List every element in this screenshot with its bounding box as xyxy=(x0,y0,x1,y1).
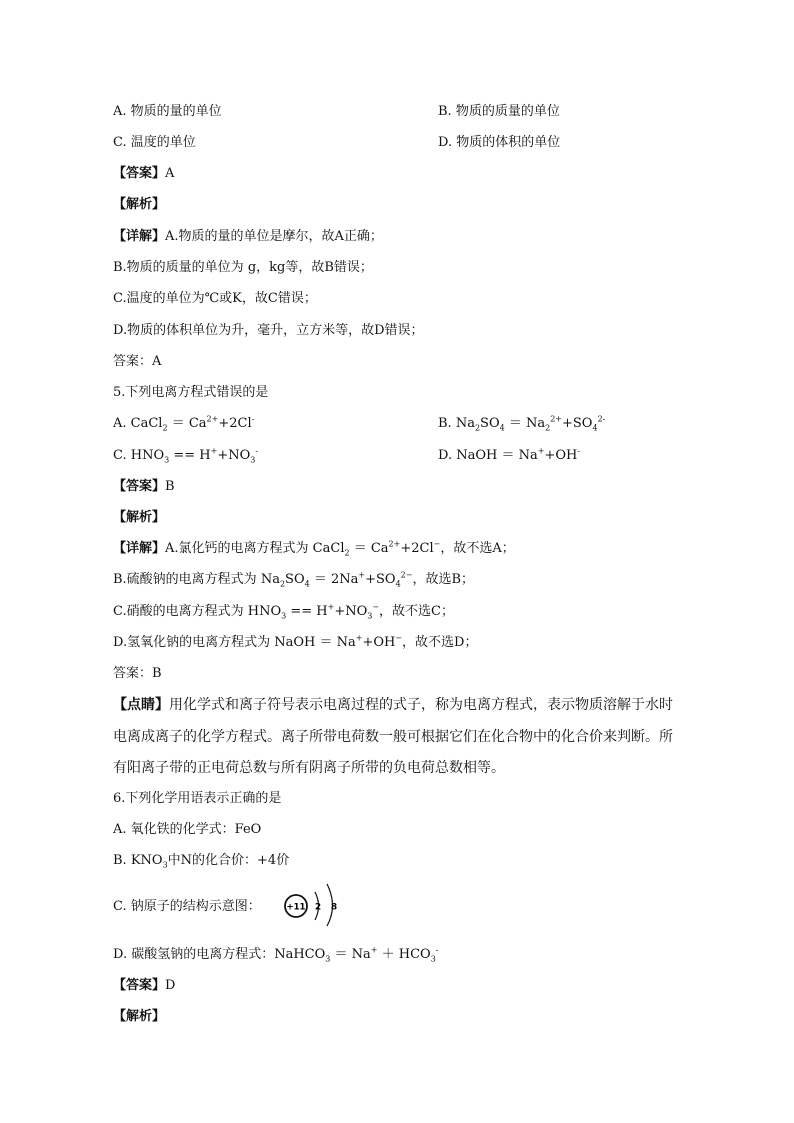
sub: 4 xyxy=(499,423,505,433)
sup: + xyxy=(210,446,218,456)
sub: 4 xyxy=(592,423,598,433)
q5-note-line-3: 有阳离子带的正电荷总数与所有阴离子所带的负电荷总数相等。 xyxy=(113,760,505,776)
q4-final-answer: 答案：A xyxy=(113,354,162,369)
q4-option-b: B. 物质的质量的单位 xyxy=(438,104,560,119)
text: +OH xyxy=(544,448,578,463)
sub: 3 xyxy=(430,954,436,964)
sub: 4 xyxy=(304,579,310,589)
q5-detail-b xyxy=(113,571,474,589)
answer-value: A xyxy=(165,166,175,181)
q5-option-a xyxy=(113,415,254,433)
nucleus-charge: +11 xyxy=(286,902,306,913)
sub: 3 xyxy=(281,611,287,621)
answer-value: D xyxy=(165,978,176,993)
sup: + xyxy=(355,633,363,643)
text: +OH xyxy=(362,635,396,650)
text: SO xyxy=(480,416,500,431)
sub: 2 xyxy=(545,423,551,433)
text: D.氢氧化钠的电离方程式为 NaOH ＝ Na xyxy=(113,635,356,650)
sup: 2- xyxy=(597,414,606,424)
text: ，故不选C； xyxy=(379,604,454,619)
q4-option-c: C. 温度的单位 xyxy=(113,135,196,150)
text: +2Cl xyxy=(400,541,434,556)
q4-answer xyxy=(113,165,174,183)
text: D. NaOH ＝ Na xyxy=(438,448,538,463)
text: == H xyxy=(286,604,328,619)
q6-option-a: A. 氧化铁的化学式：FeO xyxy=(113,822,262,837)
q5-detail-c xyxy=(113,603,454,621)
sub: 2 xyxy=(344,548,350,558)
text: C.硝酸的电离方程式为 HNO xyxy=(113,604,282,619)
sup: − xyxy=(433,539,441,549)
text: B.硫酸钠的电离方程式为 Na xyxy=(113,572,280,587)
text: ＝ 2Na xyxy=(309,572,359,587)
text: 用化学式和离子符号表示电离过程的式子，称为电离方程式，表示物质溶解于水时 xyxy=(169,697,673,713)
q6-option-d xyxy=(113,946,439,964)
sup: - xyxy=(255,446,259,456)
detail-label: 【详解】 xyxy=(113,541,166,556)
answer-value: B xyxy=(165,479,175,494)
answer-label: 【答案】 xyxy=(113,166,166,181)
q5-option-c xyxy=(113,447,258,465)
text: D. 碳酸氢钠的电离方程式：NaHCO xyxy=(113,947,326,962)
sub: 3 xyxy=(164,455,170,465)
answer-label: 【答案】 xyxy=(113,479,166,494)
text: ，故选B； xyxy=(412,572,475,587)
text: +NO xyxy=(217,448,251,463)
text: ＝ Ca xyxy=(167,416,207,431)
sup: + xyxy=(358,570,366,580)
text: A. CaCl xyxy=(113,416,163,431)
q5-option-d xyxy=(438,447,580,465)
sub: 2 xyxy=(279,579,286,589)
text: B. KNO xyxy=(113,853,163,868)
sup: - xyxy=(577,446,581,456)
q5-stem: 5.下列电离方程式错误的是 xyxy=(113,385,269,400)
q4-detail-c: C.温度的单位为℃或K，故C错误； xyxy=(113,291,317,306)
sup: + xyxy=(537,446,545,456)
sodium-atom-diagram xyxy=(282,882,342,928)
text: ＋ HCO xyxy=(377,947,431,962)
q6-analysis-label: 【解析】 xyxy=(113,1009,166,1024)
sup: - xyxy=(435,945,439,955)
sup: + xyxy=(327,602,335,612)
sub: 4 xyxy=(395,579,401,589)
answer-label: 【答案】 xyxy=(113,978,166,993)
sup: 2+ xyxy=(550,414,562,424)
q6-option-b xyxy=(113,852,289,870)
text: A.氯化钙的电离方程式为 CaCl xyxy=(165,541,345,556)
shell-2-count: 8 xyxy=(330,902,338,913)
text: ，故不选A； xyxy=(440,541,515,556)
text: 中N的化合价：+4价 xyxy=(167,853,290,868)
sup: − xyxy=(395,633,403,643)
text: +SO xyxy=(562,416,593,431)
sup: − xyxy=(372,602,380,612)
shell-1-count: 2 xyxy=(314,902,322,913)
sup: 2− xyxy=(400,570,413,580)
q4-option-a: A. 物质的量的单位 xyxy=(113,104,222,119)
detail-text: A.物质的量的单位是摩尔，故A正确； xyxy=(165,229,383,244)
q6-stem: 6.下列化学用语表示正确的是 xyxy=(113,791,282,806)
text: SO xyxy=(285,572,305,587)
sub: 2 xyxy=(474,423,481,433)
text: == H xyxy=(169,448,211,463)
sup: + xyxy=(370,945,378,955)
text: ＝ Ca xyxy=(349,541,389,556)
sup: - xyxy=(251,414,255,424)
q4-analysis-label: 【解析】 xyxy=(113,197,166,212)
q4-detail-b: B.物质的质量的单位为 g，kg等，故B错误； xyxy=(113,260,373,275)
text: C. HNO xyxy=(113,448,165,463)
q4-option-d: D. 物质的体积的单位 xyxy=(438,135,561,150)
q6-answer xyxy=(113,977,175,995)
q4-detail-d: D.物质的体积单位为升，毫升，立方米等，故D错误； xyxy=(113,323,424,338)
q5-detail-d xyxy=(113,634,477,652)
q5-note-line-2: 电离成离子的化学方程式。离子所带电荷数一般可根据它们在化合物中的化合价来判断。所 xyxy=(113,729,673,745)
sup: 2+ xyxy=(388,539,401,549)
text: +SO xyxy=(365,572,396,587)
text: ，故不选D； xyxy=(402,635,478,650)
sub: 3 xyxy=(367,611,373,621)
note-label: 【点睛】 xyxy=(113,697,169,713)
text: +2Cl xyxy=(218,416,252,431)
q6-option-c: C. 钠原子的结构示意图： xyxy=(113,899,261,914)
q5-option-b xyxy=(438,415,605,433)
q5-detail-a xyxy=(113,540,515,558)
detail-label: 【详解】 xyxy=(113,229,166,244)
q4-detail-a xyxy=(113,228,383,246)
sub: 2 xyxy=(162,423,168,433)
q5-answer xyxy=(113,478,175,496)
sup: 2+ xyxy=(206,414,219,424)
text: ＝ Na xyxy=(504,416,546,431)
sub: 3 xyxy=(250,455,256,465)
sub: 3 xyxy=(162,860,168,870)
q5-note-line-1 xyxy=(113,696,673,714)
q5-analysis-label: 【解析】 xyxy=(113,510,166,525)
text: ＝ Na xyxy=(330,947,371,962)
sub: 3 xyxy=(325,954,331,964)
q5-final-answer: 答案：B xyxy=(113,666,162,681)
text: B. Na xyxy=(438,416,475,431)
text: +NO xyxy=(334,604,368,619)
